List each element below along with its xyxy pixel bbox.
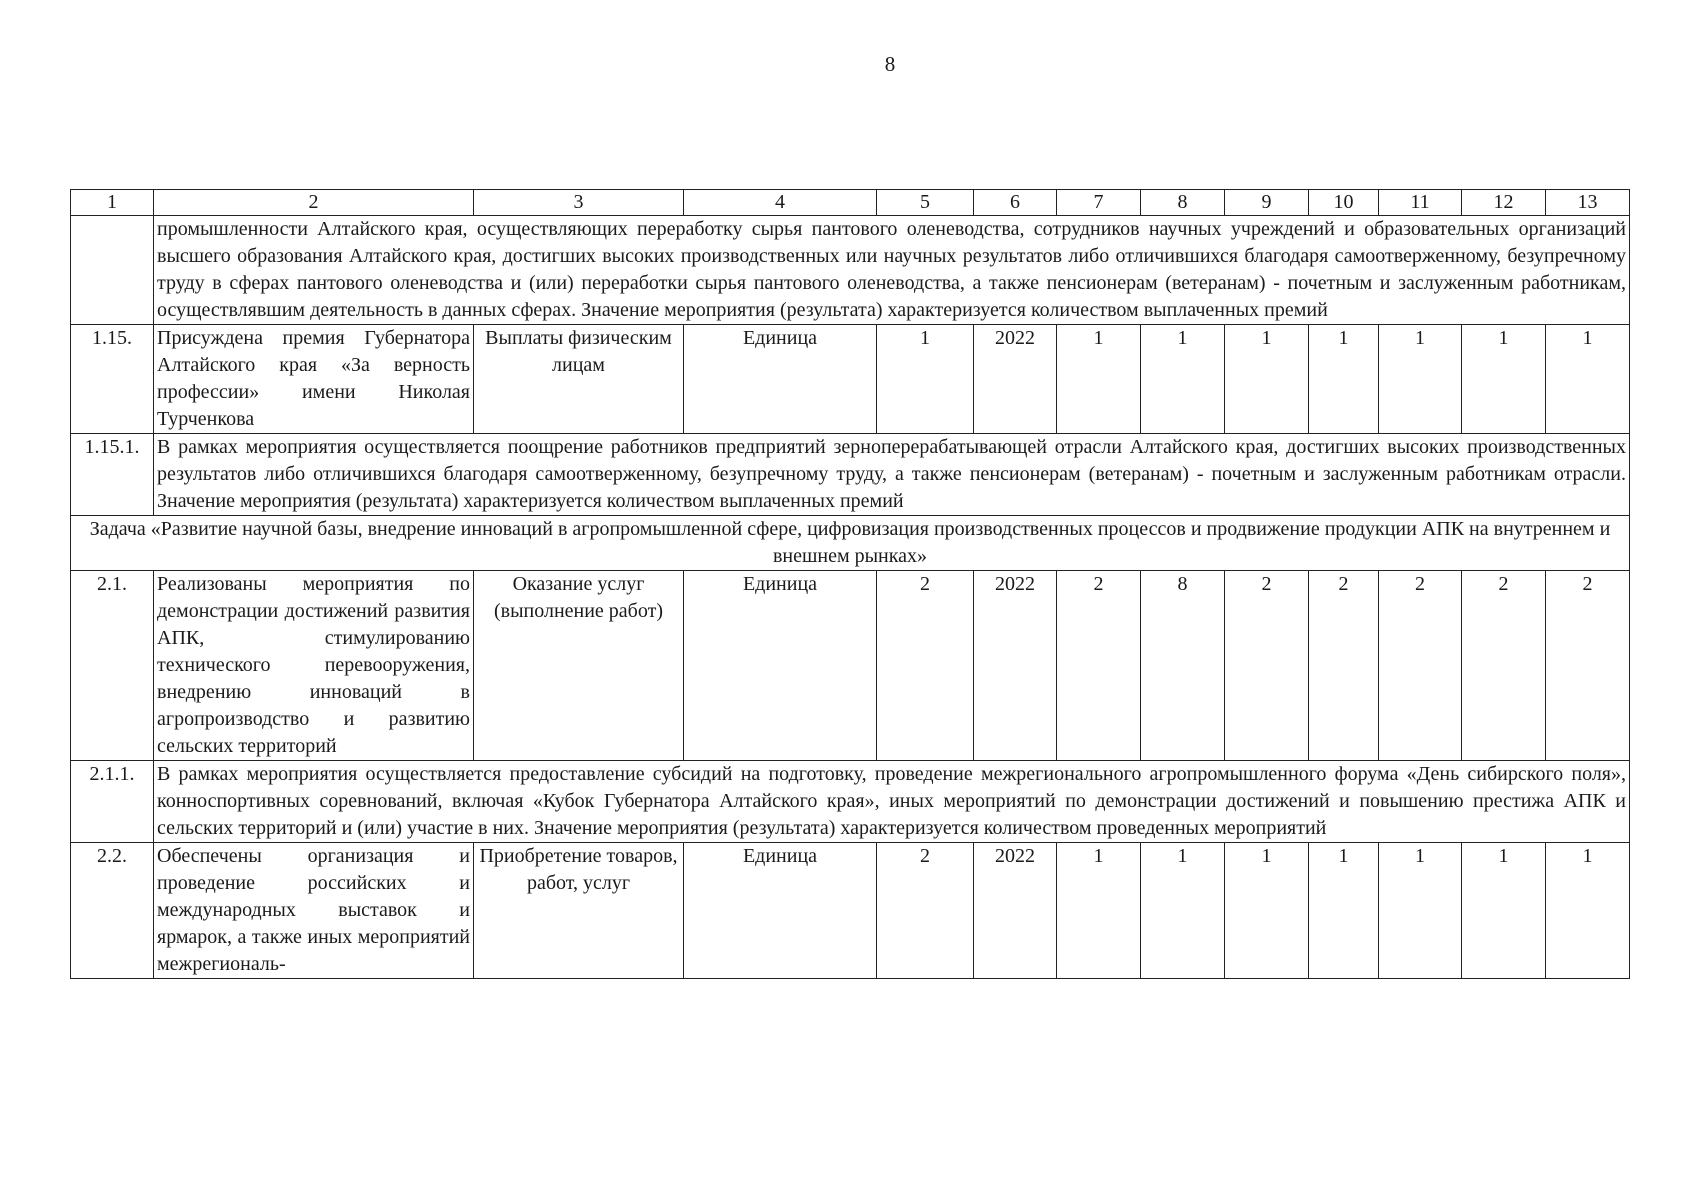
row-number: 2.1.1. xyxy=(71,761,154,843)
description-text: В рамках мероприятия осуществляется поощрение работников предприятий зерноперерабатывающей отрасли Алтайского края, достигших высоких производственных результатов либо отличившихся благодаря самоотверженному, безупречному труду, а также пенсионерам (ветеранам) - почетным и заслуженным работникам отрасли. Значение мероприятия (результата) характеризуется количеством выплаченных премий xyxy=(154,434,1630,516)
base-year: 2022 xyxy=(974,843,1057,979)
year-value: 1 xyxy=(1141,325,1225,434)
measure-type: Приобретение товаров, работ, услуг xyxy=(474,843,684,979)
year-value: 1 xyxy=(1057,843,1141,979)
table-row xyxy=(71,571,1630,761)
year-value: 2 xyxy=(1225,571,1309,761)
header-cell: 9 xyxy=(1225,190,1309,216)
header-cell: 13 xyxy=(1546,190,1630,216)
year-value: 1 xyxy=(1309,325,1379,434)
row-number: 1.15. xyxy=(71,325,154,434)
header-cell: 6 xyxy=(974,190,1057,216)
year-value: 1 xyxy=(1462,843,1546,979)
page-number: 8 xyxy=(884,52,896,76)
header-cell: 1 xyxy=(71,190,154,216)
base-year: 2022 xyxy=(974,325,1057,434)
measure-type: Выплаты физическим лицам xyxy=(474,325,684,434)
description-text: промышленности Алтайского края, осуществляющих переработку сырья пантового оленеводства, сотрудников научных учреждений и образовательных организаций высшего образования Алтайского края, достигших высоких производственных или научных результатов либо отличившихся благодаря самоотверженному, безупречному труду в сферах пантового оленеводства и (или) переработки сырья пантового оленеводства, а также пенсионерам (ветеранам) - почетным и заслуженным работникам, осуществлявшим деятельность в данных сферах. Значение мероприятия (результата) характеризуется количеством выплаченных премий xyxy=(154,216,1630,325)
header-cell: 8 xyxy=(1141,190,1225,216)
task-heading: Задача «Развитие научной базы, внедрение инноваций в агропромышленной сфере, цифровизация производственных процессов и продвижение продукции АПК на внутреннем и внешнем рынках» xyxy=(71,516,1630,571)
measure-type: Оказание услуг (выполнение работ) xyxy=(474,571,684,761)
table-row xyxy=(71,325,1630,434)
year-value: 1 xyxy=(1225,325,1309,434)
header-cell: 4 xyxy=(684,190,877,216)
measure-name: Обеспечены организация и проведение российских и международных выставок и ярмарок, а также иных мероприятий межрегиональ- xyxy=(154,843,474,979)
year-value: 2 xyxy=(1462,571,1546,761)
row-number: 2.1. xyxy=(71,571,154,761)
indicators-table xyxy=(70,189,1630,979)
table-row xyxy=(71,216,1630,325)
measure-unit: Единица xyxy=(684,325,877,434)
header-cell: 5 xyxy=(877,190,974,216)
task-row xyxy=(71,516,1630,571)
table-row xyxy=(71,761,1630,843)
table-row xyxy=(71,843,1630,979)
header-cell: 11 xyxy=(1379,190,1462,216)
measure-unit: Единица xyxy=(684,843,877,979)
year-value: 1 xyxy=(1309,843,1379,979)
year-value: 1 xyxy=(1546,325,1630,434)
table-row xyxy=(71,434,1630,516)
row-number: 1.15.1. xyxy=(71,434,154,516)
measure-name: Присуждена премия Губернатора Алтайского края «За верность профессии» имени Николая Турченкова xyxy=(154,325,474,434)
year-value: 2 xyxy=(1057,571,1141,761)
year-value: 1 xyxy=(1057,325,1141,434)
base-year: 2022 xyxy=(974,571,1057,761)
year-value: 1 xyxy=(1379,325,1462,434)
row-number: 2.2. xyxy=(71,843,154,979)
measure-unit: Единица xyxy=(684,571,877,761)
base-value: 2 xyxy=(877,571,974,761)
header-cell: 12 xyxy=(1462,190,1546,216)
year-value: 2 xyxy=(1309,571,1379,761)
base-value: 1 xyxy=(877,325,974,434)
year-value: 1 xyxy=(1225,843,1309,979)
header-cell: 2 xyxy=(154,190,474,216)
header-cell: 10 xyxy=(1309,190,1379,216)
year-value: 2 xyxy=(1379,571,1462,761)
description-text: В рамках мероприятия осуществляется предоставление субсидий на подготовку, проведение межрегионального агропромышленного форума «День сибирского поля», конноспортивных соревнований, включая «Кубок Губернатора Алтайского края», иных мероприятий по демонстрации достижений и повышению престижа АПК и сельских территорий и (или) участие в них. Значение мероприятия (результата) характеризуется количеством проведенных мероприятий xyxy=(154,761,1630,843)
header-cell: 7 xyxy=(1057,190,1141,216)
header-cell: 3 xyxy=(474,190,684,216)
header-row xyxy=(71,190,1630,216)
year-value: 8 xyxy=(1141,571,1225,761)
row-number-cell xyxy=(71,216,154,325)
year-value: 2 xyxy=(1546,571,1630,761)
year-value: 1 xyxy=(1462,325,1546,434)
measure-name: Реализованы мероприятия по демонстрации достижений развития АПК, стимулированию технического перевооружения, внедрению инноваций в агропроизводство и развитию сельских территорий xyxy=(154,571,474,761)
year-value: 1 xyxy=(1546,843,1630,979)
year-value: 1 xyxy=(1379,843,1462,979)
year-value: 1 xyxy=(1141,843,1225,979)
base-value: 2 xyxy=(877,843,974,979)
